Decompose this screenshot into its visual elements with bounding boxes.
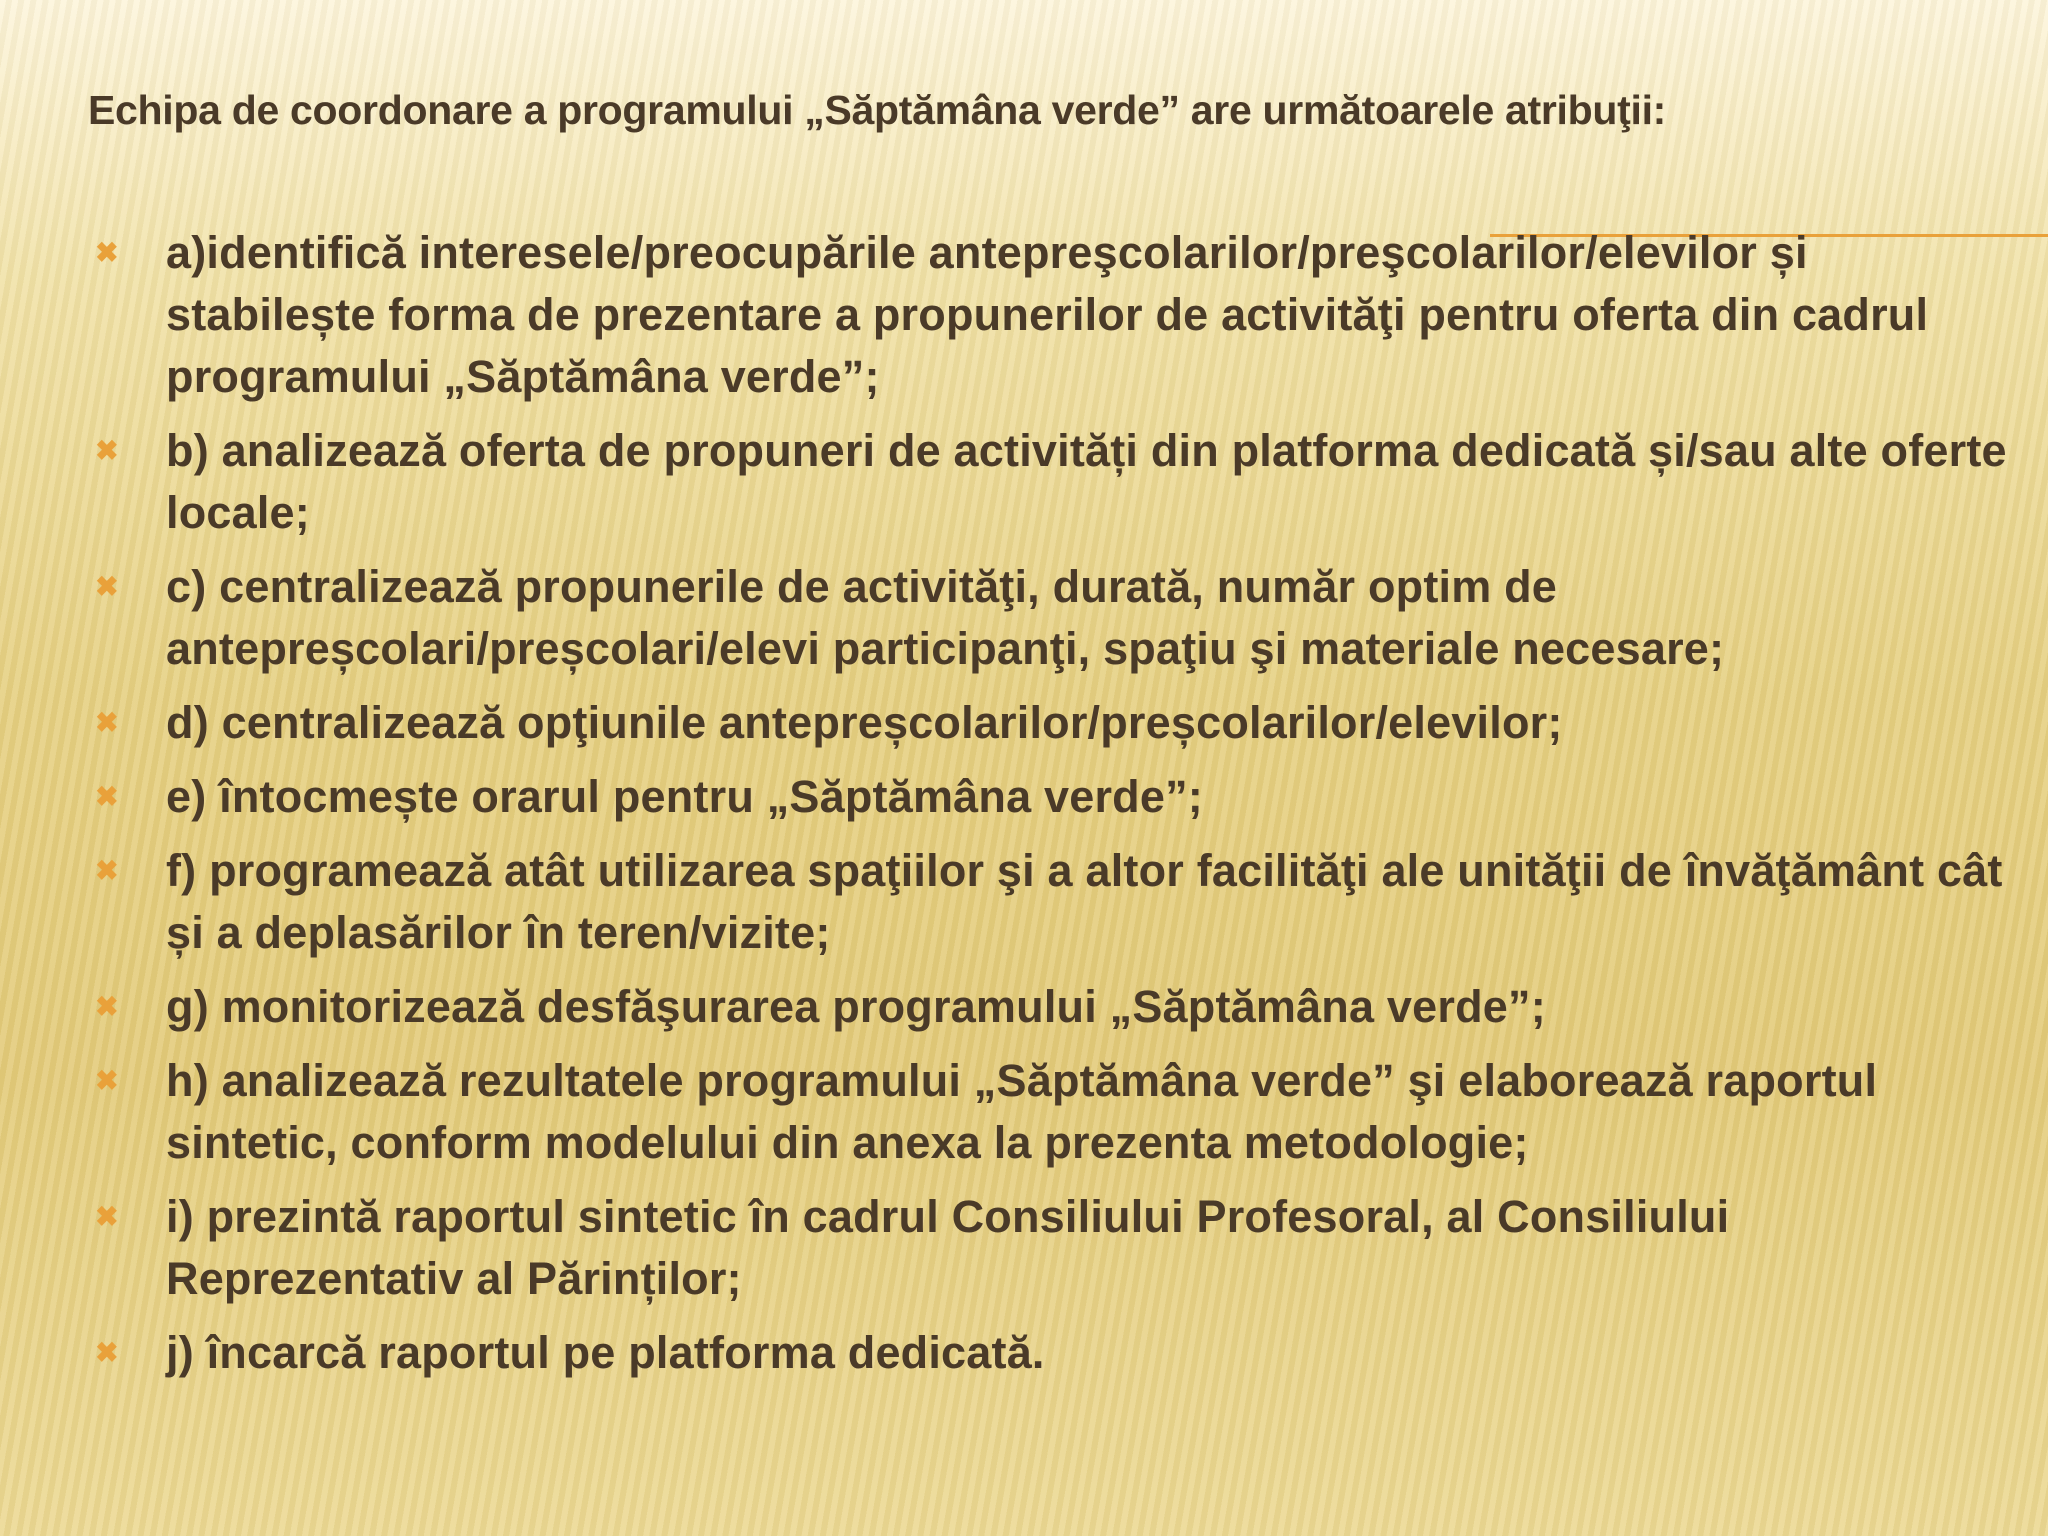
list-item-text: c) centralizează propunerile de activităţi, durată, număr optim de antepreșcolari/preșcolari/elevi participanţi, spaţiu şi materiale necesare; xyxy=(166,561,1725,674)
list-item-text: i) prezintă raportul sintetic în cadrul Consiliului Profesoral, al Consiliului Reprezentativ al Părinților; xyxy=(166,1191,1730,1304)
list-item xyxy=(0,692,2048,754)
x-mark-bullet-icon: ✖ xyxy=(95,707,119,738)
x-mark-bullet-icon: ✖ xyxy=(95,1065,119,1096)
x-mark-bullet-icon: ✖ xyxy=(95,1201,119,1232)
list-item xyxy=(0,556,2048,680)
x-mark-bullet-icon: ✖ xyxy=(95,991,119,1022)
list-item-text: d) centralizează opţiunile antepreșcolarilor/preșcolarilor/elevilor; xyxy=(166,697,1563,748)
list-item xyxy=(0,1050,2048,1174)
x-mark-bullet-icon: ✖ xyxy=(95,237,119,268)
attributions-list xyxy=(0,222,2048,1396)
list-item xyxy=(0,420,2048,544)
x-mark-bullet-icon: ✖ xyxy=(95,571,119,602)
slide-title: Echipa de coordonare a programului „Săptămâna verde” are următoarele atribuţii: xyxy=(88,87,1667,133)
x-mark-bullet-icon: ✖ xyxy=(95,855,119,886)
list-item xyxy=(0,840,2048,964)
list-item xyxy=(0,1322,2048,1384)
list-item-text: j) încarcă raportul pe platforma dedicată. xyxy=(166,1327,1045,1378)
list-item xyxy=(0,976,2048,1038)
list-item-text: a)identifică interesele/preocupările antepreşcolarilor/preşcolarilor/elevilor și stabilește forma de prezentare a propunerilor de activităţi pentru oferta din cadrul programului „Săptămâna verde”; xyxy=(166,227,1929,402)
list-item-text: f) programează atât utilizarea spaţiilor şi a altor facilităţi ale unităţii de învăţământ cât și a deplasărilor în teren/vizite; xyxy=(166,845,2003,958)
x-mark-bullet-icon: ✖ xyxy=(95,435,119,466)
list-item xyxy=(0,1186,2048,1310)
list-item-text: b) analizează oferta de propuneri de activități din platforma dedicată și/sau alte oferte locale; xyxy=(166,425,2007,538)
list-item-text: h) analizează rezultatele programului „Săptămâna verde” şi elaborează raportul sintetic, conform modelului din anexa la prezenta metodologie; xyxy=(166,1055,1878,1168)
x-mark-bullet-icon: ✖ xyxy=(95,781,119,812)
list-item xyxy=(0,766,2048,828)
list-item xyxy=(0,222,2048,408)
x-mark-bullet-icon: ✖ xyxy=(95,1337,119,1368)
list-item-text: e) întocmește orarul pentru „Săptămâna verde”; xyxy=(166,771,1203,822)
list-item-text: g) monitorizează desfăşurarea programului „Săptămâna verde”; xyxy=(166,981,1546,1032)
